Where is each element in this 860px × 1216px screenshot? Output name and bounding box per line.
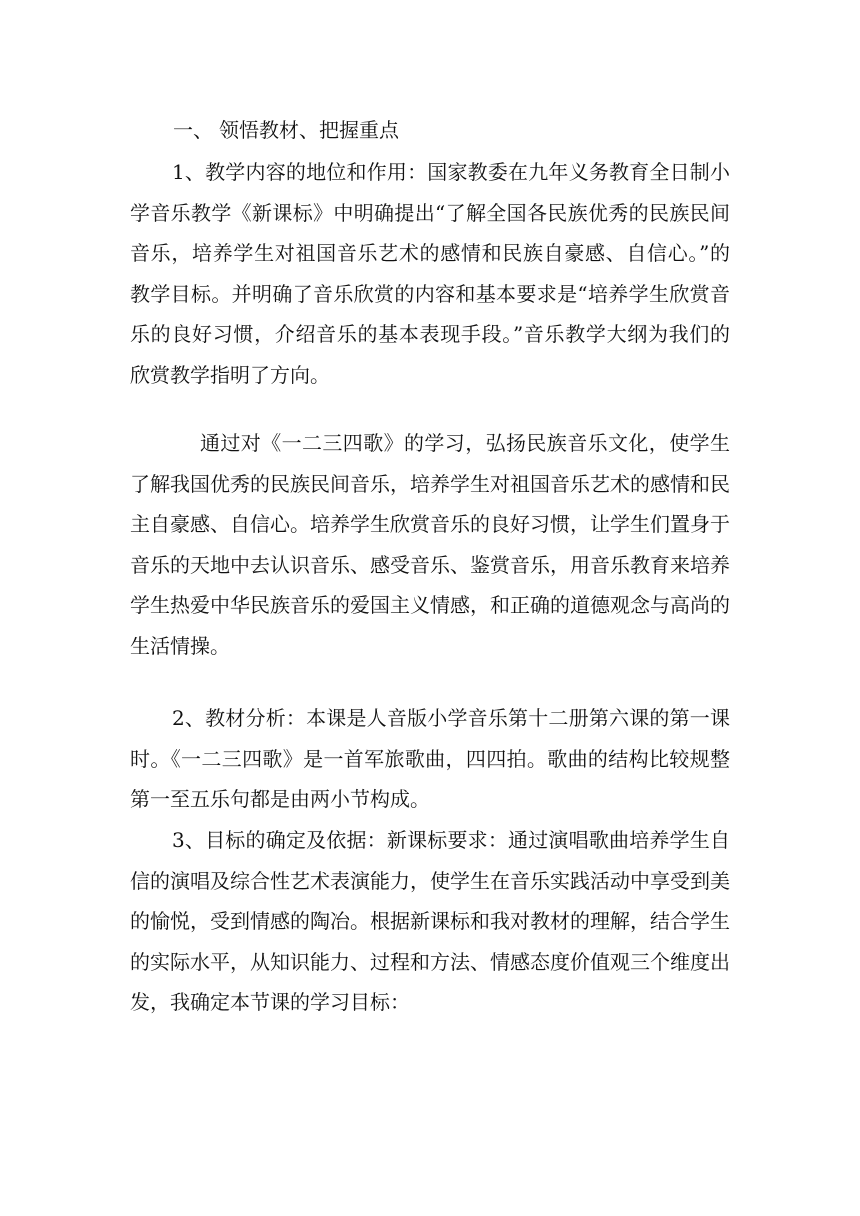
section-number: 一、 [173, 118, 213, 142]
paragraph-objectives-basis: 3、目标的确定及依据：新课标要求：通过演唱歌曲培养学生自信的演唱及综合性艺术表演能力，使学生在音乐实践活动中享受到美的愉悦，受到情感的陶冶。根据新课标和我对教材的理解，结合学生的实际水平，从知识能力、过程和方法、情感态度价值观三个维度出发，我确定本节课的学习目标： [130, 828, 730, 1014]
section-heading [173, 112, 399, 148]
paragraph-material-analysis: 2、教材分析：本课是人音版小学音乐第十二册第六课的第一课时。《一二三四歌》是一首军旅歌曲，四四拍。歌曲的结构比较规整第一至五乐句都是由两小节构成。 [130, 706, 730, 811]
section-title: 领悟教材、把握重点 [219, 118, 399, 142]
paragraph-position-and-role: 1、教学内容的地位和作用：国家教委在九年义务教育全日制小学音乐教学《新课标》中明确提出“了解全国各民族优秀的民族民间音乐，培养学生对祖国音乐艺术的感情和民族自豪感、自信心。”的教学目标。并明确了音乐欣赏的内容和基本要求是“培养学生欣赏音乐的良好习惯，介绍音乐的基本表现手段。”音乐教学大纲为我们的欣赏教学指明了方向。 [130, 160, 730, 387]
paragraph-learning-purpose: 通过对《一二三四歌》的学习，弘扬民族音乐文化，使学生了解我国优秀的民族民间音乐，培养学生对祖国音乐艺术的感情和民主自豪感、自信心。培养学生欣赏音乐的良好习惯，让学生们置身于音乐的天地中去认识音乐、感受音乐、鉴赏音乐，用音乐教育来培养学生热爱中华民族音乐的爱国主义情感，和正确的道德观念与高尚的生活情操。 [130, 431, 730, 658]
